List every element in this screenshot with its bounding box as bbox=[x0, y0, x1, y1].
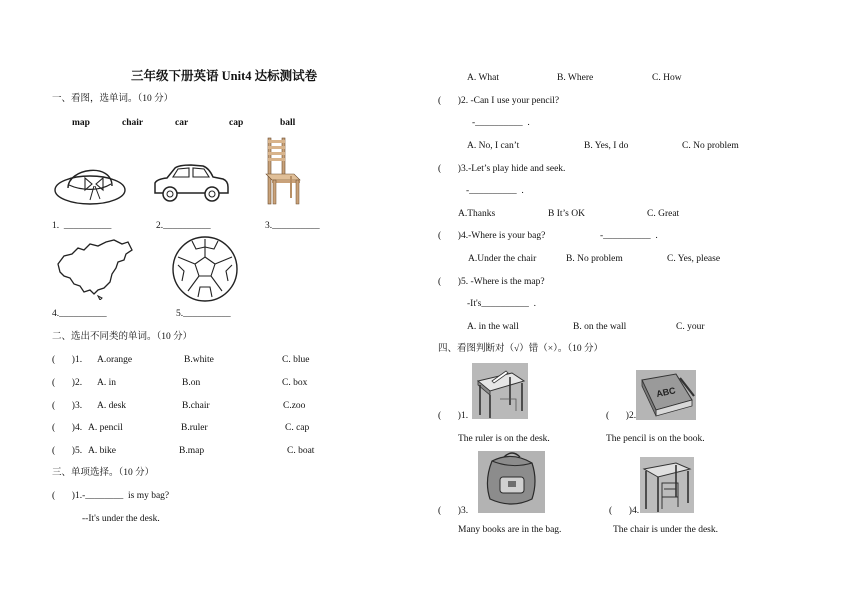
s3-q4-stem[interactable]: ( )4.-Where is your bag? bbox=[438, 231, 546, 241]
s3-q3-opt-b: B It’s OK bbox=[548, 209, 585, 219]
section3-heading: 三、单项选择。（10 分） bbox=[52, 468, 155, 478]
s2-q2-b: B.on bbox=[182, 378, 201, 388]
s3-q1-opt-a: A. What bbox=[467, 73, 500, 83]
s3-q4-answer-line: -__________ . bbox=[600, 231, 658, 241]
s2-q2-bracket[interactable]: ( )2. bbox=[52, 378, 83, 388]
word-car: car bbox=[175, 118, 189, 128]
s4-q2-bracket[interactable]: ( )2. bbox=[606, 411, 637, 421]
china-map-image bbox=[54, 238, 136, 300]
s2-q1-c: C. blue bbox=[282, 355, 310, 365]
s2-q1-bracket[interactable]: ( )1. bbox=[52, 355, 83, 365]
football-image bbox=[170, 235, 240, 303]
blank-5[interactable]: 5.__________ bbox=[176, 309, 231, 319]
blank-1[interactable]: 1. __________ bbox=[52, 221, 112, 231]
s3-q2-opt-b: B. Yes, I do bbox=[584, 141, 629, 151]
s4-q1-text: The ruler is on the desk. bbox=[458, 434, 550, 444]
s3-q3-stem[interactable]: ( )3.-Let’s play hide and seek. bbox=[438, 164, 566, 174]
s2-q3-b: B.chair bbox=[182, 401, 210, 411]
s2-q4-c: C. cap bbox=[285, 423, 310, 433]
section4-heading: 四、看图判断对（√）错（×）。（10 分） bbox=[438, 344, 603, 354]
blank-2[interactable]: 2.__________ bbox=[156, 221, 211, 231]
chair-image bbox=[260, 136, 304, 206]
s2-q4-a: A. pencil bbox=[88, 423, 123, 433]
section1-heading: 一、看图，选单词。（10 分） bbox=[52, 94, 174, 104]
s4-q3-bracket[interactable]: ( )3. bbox=[438, 506, 469, 516]
s3-q2-opt-a: A. No, I can’t bbox=[467, 141, 520, 151]
book-cover-text: ABC bbox=[655, 385, 677, 400]
page-title: 三年级下册英语 Unit4 达标测试卷 bbox=[131, 69, 318, 83]
s3-q1-stem[interactable]: ( )1.-________ is my bag? bbox=[52, 491, 170, 501]
s3-q2-answer-line: -__________ . bbox=[472, 118, 530, 128]
s3-q5-opt-b: B. on the wall bbox=[573, 322, 627, 332]
s2-q5-a: A. bike bbox=[88, 446, 116, 456]
s2-q2-c: C. box bbox=[282, 378, 308, 388]
s3-q5-answer-line: -It's__________ . bbox=[467, 299, 537, 309]
blank-4[interactable]: 4.__________ bbox=[52, 309, 107, 319]
s2-q5-b: B.map bbox=[179, 446, 205, 456]
s2-q3-a: A. desk bbox=[97, 401, 127, 411]
word-map: map bbox=[72, 118, 90, 128]
s2-q2-a: A. in bbox=[97, 378, 116, 388]
s4-q1-bracket[interactable]: ( )1. bbox=[438, 411, 469, 421]
s3-q4-opt-c: C. Yes, please bbox=[667, 254, 721, 264]
s2-q5-bracket[interactable]: ( )5. bbox=[52, 446, 83, 456]
word-ball: ball bbox=[280, 118, 296, 128]
s4-q3-text: Many books are in the bag. bbox=[458, 525, 562, 535]
s3-q1-opt-c: C. How bbox=[652, 73, 682, 83]
schoolbag-image bbox=[478, 451, 545, 513]
s3-q3-opt-c: C. Great bbox=[647, 209, 680, 219]
s4-q4-bracket[interactable]: ( )4. bbox=[609, 506, 640, 516]
s2-q3-bracket[interactable]: ( )3. bbox=[52, 401, 83, 411]
s3-q1-opt-b: B. Where bbox=[557, 73, 594, 83]
s4-q4-text: The chair is under the desk. bbox=[613, 525, 718, 535]
s3-q4-opt-b: B. No problem bbox=[566, 254, 623, 264]
s2-q4-b: B.ruler bbox=[181, 423, 208, 433]
book-pencil-image bbox=[636, 370, 696, 420]
s3-q1-answer-line: --It's under the desk. bbox=[82, 514, 160, 524]
car-image bbox=[151, 163, 231, 205]
s2-q4-bracket[interactable]: ( )4. bbox=[52, 423, 83, 433]
s3-q2-stem[interactable]: ( )2. -Can I use your pencil? bbox=[438, 96, 560, 106]
s3-q5-stem[interactable]: ( )5. -Where is the map? bbox=[438, 277, 545, 287]
s3-q3-answer-line: -__________ . bbox=[466, 186, 524, 196]
blank-3[interactable]: 3.__________ bbox=[265, 221, 320, 231]
section2-heading: 二、选出不同类的单词。（10 分） bbox=[52, 332, 193, 342]
word-chair: chair bbox=[122, 118, 144, 128]
s4-q2-text: The pencil is on the book. bbox=[606, 434, 705, 444]
s2-q5-c: C. boat bbox=[287, 446, 315, 456]
s2-q1-a: A.orange bbox=[97, 355, 133, 365]
s3-q2-opt-c: C. No problem bbox=[682, 141, 739, 151]
desk-ruler-image bbox=[472, 363, 528, 419]
word-cap: cap bbox=[229, 118, 244, 128]
s2-q1-b: B.white bbox=[184, 355, 214, 365]
s3-q5-opt-a: A. in the wall bbox=[467, 322, 519, 332]
s3-q3-opt-a: A.Thanks bbox=[458, 209, 496, 219]
desk-chair-image bbox=[640, 457, 694, 513]
s3-q4-opt-a: A.Under the chair bbox=[468, 254, 537, 264]
hat-image bbox=[52, 158, 128, 206]
s3-q5-opt-c: C. your bbox=[676, 322, 705, 332]
s2-q3-c: C.zoo bbox=[283, 401, 306, 411]
